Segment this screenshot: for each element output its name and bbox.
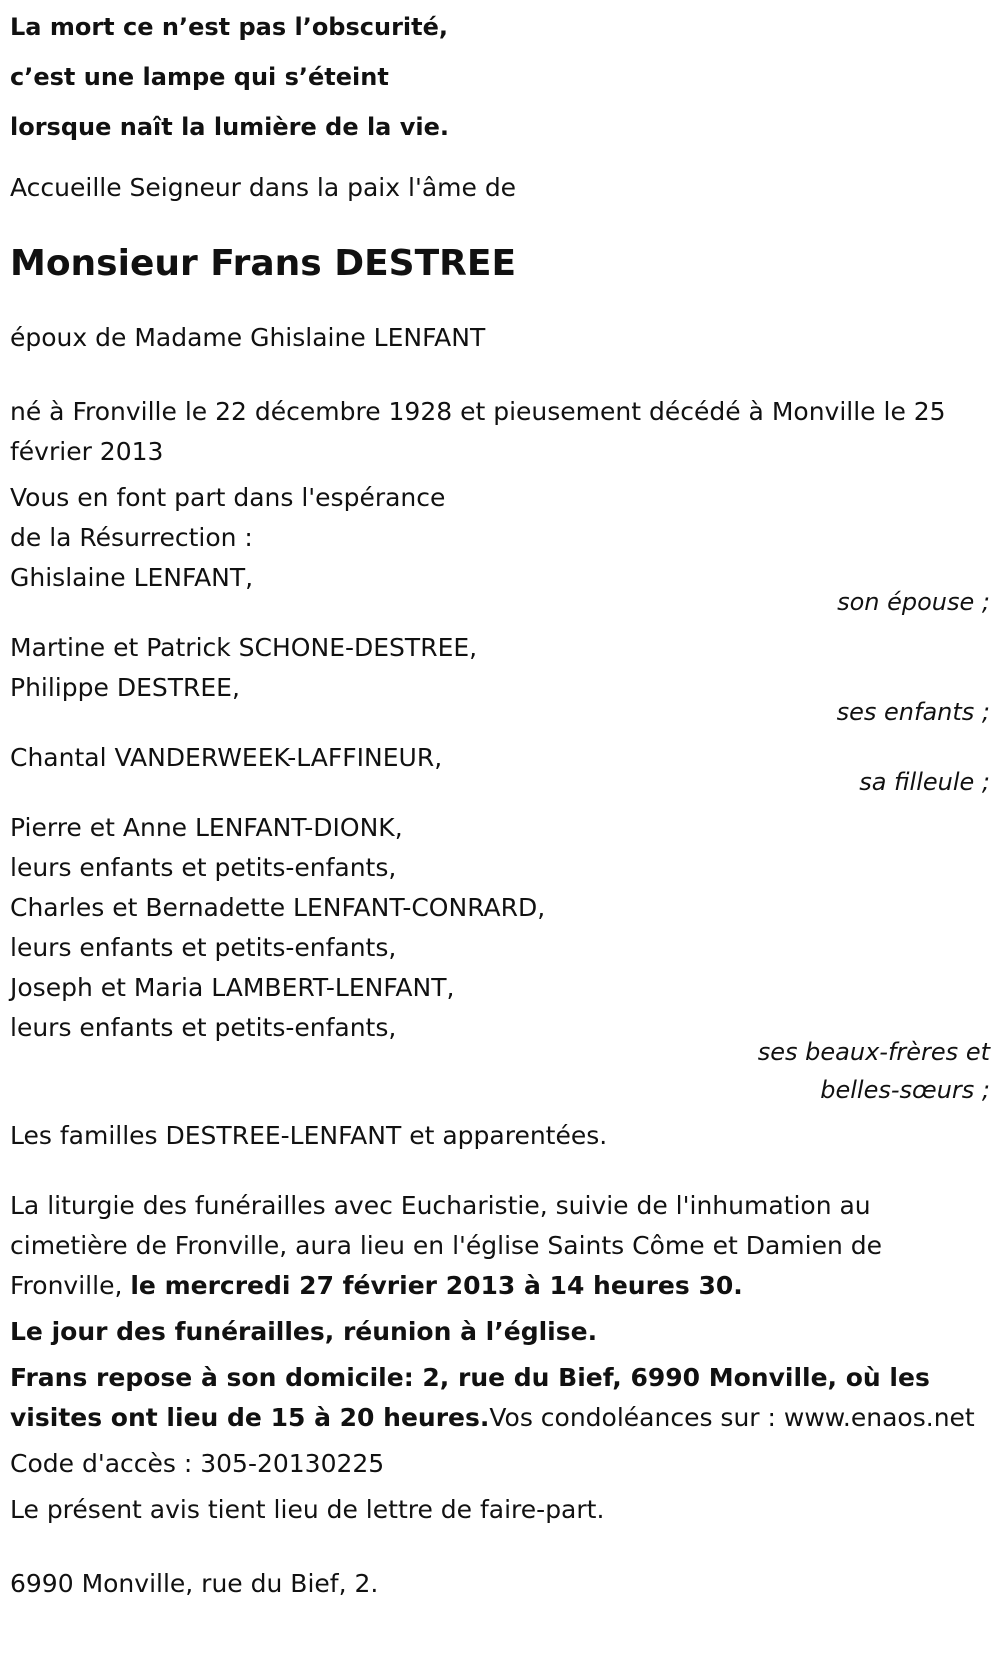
liturgy-date: le mercredi 27 février 2013 à 14 heures 30. <box>130 1271 743 1300</box>
announcement <box>10 478 990 558</box>
meeting-line: Le jour des funérailles, réunion à l’église. <box>10 1317 598 1346</box>
family-role: sa filleule ; <box>859 768 990 796</box>
families-line: Les familles DESTREE-LENFANT et apparentées. <box>10 1121 608 1150</box>
family-name: Joseph et Maria LAMBERT-LENFANT, <box>10 973 455 1002</box>
poem-line-1: La mort ce n’est pas l’obscurité, <box>10 13 449 41</box>
family-group-children <box>10 628 990 732</box>
family-name: Charles et Bernadette LENFANT-CONRARD, <box>10 893 546 922</box>
greeting: Accueille Seigneur dans la paix l'âme de <box>10 173 517 202</box>
family-name: Ghislaine LENFANT, <box>10 563 254 592</box>
poem-line-3: lorsque naît la lumière de la vie. <box>10 113 449 141</box>
family-name: Chantal VANDERWEEK-LAFFINEUR, <box>10 743 443 772</box>
family-name: leurs enfants et petits-enfants, <box>10 853 397 882</box>
poem-line-2: c’est une lampe qui s’éteint <box>10 63 389 91</box>
access-code: Code d'accès : 305-20130225 <box>10 1449 385 1478</box>
family-name: Martine et Patrick SCHONE-DESTREE, <box>10 633 478 662</box>
family-name: leurs enfants et petits-enfants, <box>10 933 397 962</box>
deceased-name: Monsieur Frans DESTREE <box>10 243 517 284</box>
announcement-line-1: Vous en font part dans l'espérance <box>10 483 446 512</box>
rest-paragraph <box>10 1358 990 1438</box>
family-group-goddaughter <box>10 738 990 802</box>
family-role: ses enfants ; <box>836 698 990 726</box>
family-group-in-laws <box>10 808 990 1110</box>
liturgy-text: La liturgie des funérailles avec Eucharistie, suivie de l'inhumation au cimetière de Fronville, aura lieu en l'église Saints Côme et Damien de Fronville, <box>10 1191 883 1300</box>
birth-death-line: né à Fronville le 22 décembre 1928 et pieusement décédé à Monville le 25 février 2013 <box>10 397 946 466</box>
notice-line: Le présent avis tient lieu de lettre de faire-part. <box>10 1495 605 1524</box>
family-name: Pierre et Anne LENFANT-DIONK, <box>10 813 403 842</box>
family-group-spouse <box>10 558 990 622</box>
announcement-line-2: de la Résurrection : <box>10 523 253 552</box>
liturgy-paragraph <box>10 1186 990 1306</box>
poem <box>10 2 990 152</box>
family-name: Philippe DESTREE, <box>10 673 240 702</box>
condolences-line: Vos condoléances sur : www.enaos.net <box>489 1403 975 1432</box>
spouse-line: époux de Madame Ghislaine LENFANT <box>10 323 486 352</box>
address-line: 6990 Monville, rue du Bief, 2. <box>10 1569 379 1598</box>
family-role: ses beaux-frères et <box>757 1038 990 1066</box>
rest-location: Frans repose à son domicile: 2, rue du Bief, 6990 Monville, où les visites ont lieu de 15 à 20 heures. <box>10 1363 930 1432</box>
family-role: belles-sœurs ; <box>820 1076 990 1104</box>
family-role: son épouse ; <box>837 588 990 616</box>
family-name: leurs enfants et petits-enfants, <box>10 1013 397 1042</box>
